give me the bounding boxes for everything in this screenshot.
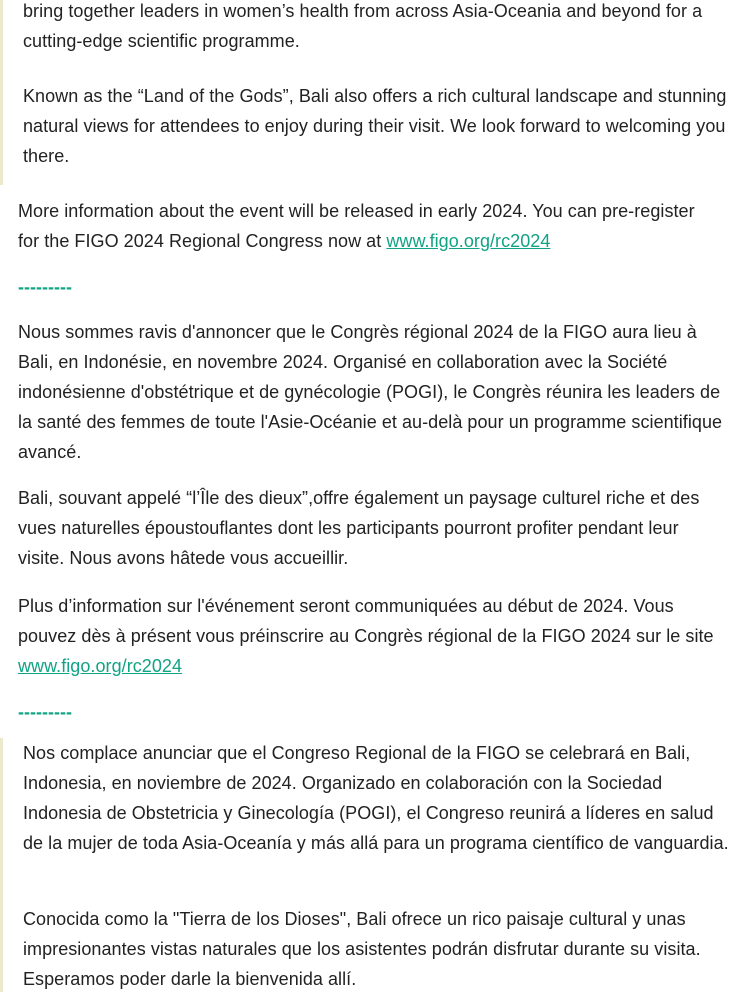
english-paragraph-1: bring together leaders in women’s health from across Asia-Oceania and beyond for a cutting-edge scientific programme. [23,1,703,51]
english-paragraph-3 [18,196,718,256]
english-paragraph-2: Known as the “Land of the Gods”, Bali also offers a rich cultural landscape and stunning natural views for attendees to enjoy during their visit. We look forward to welcoming you there. [23,86,727,166]
french-paragraph-3 [18,591,730,681]
french-preregister-text: Plus d’information sur l'événement seront communiquées au début de 2024. Vous pouvez dès à présent vous préinscrire au Congrès régional de la FIGO 2024 sur le site [18,596,714,646]
spanish-paragraph-2: Conocida como la "Tierra de los Dioses", Bali ofrece un rico paisaje cultural y unas impresionantes vistas naturales que los asistentes podrán disfrutar durante su visita. Esperamos poder darle la bienvenida allí. [23,909,701,989]
separator-english-french: --------- [18,277,72,297]
french-paragraph-2: Bali, souvant appelé “l’Île des dieux”,offre également un paysage culturel riche et des vues naturelles époustouflantes dont les participants pourront profiter pendant leur visite. Nous avons hâtede vous accueillir. [18,488,700,568]
french-paragraph-1: Nous sommes ravis d'annoncer que le Congrès régional 2024 de la FIGO aura lieu à Bali, en Indonésie, en novembre 2024. Organisé en collaboration avec la Société indonésienne d'obstétrique et de gynécologie (POGI), le Congrès réunira les leaders de la santé des femmes de toute l'Asie-Océanie et au-delà pour un programme scientifique avancé. [18,322,723,462]
spanish-quote-block [0,738,739,992]
english-quote-block [0,0,739,185]
spanish-paragraph-1: Nos complace anunciar que el Congreso Regional de la FIGO se celebrará en Bali, Indonesia, en noviembre de 2024. Organizado en colaboración con la Sociedad Indonesia de Obstetricia y Ginecología (POGI), el Congreso reunirá a líderes en salud de la mujer de toda Asia-Oceanía y más allá para un programa científico de vanguardia. [23,743,729,853]
separator-french-spanish: --------- [18,702,72,722]
french-rc2024-link[interactable]: www.figo.org/rc2024 [18,656,183,676]
english-rc2024-link[interactable]: www.figo.org/rc2024 [386,231,551,251]
english-preregister-text: More information about the event will be released in early 2024. You can pre-register for the FIGO 2024 Regional Congress now at [18,201,695,251]
